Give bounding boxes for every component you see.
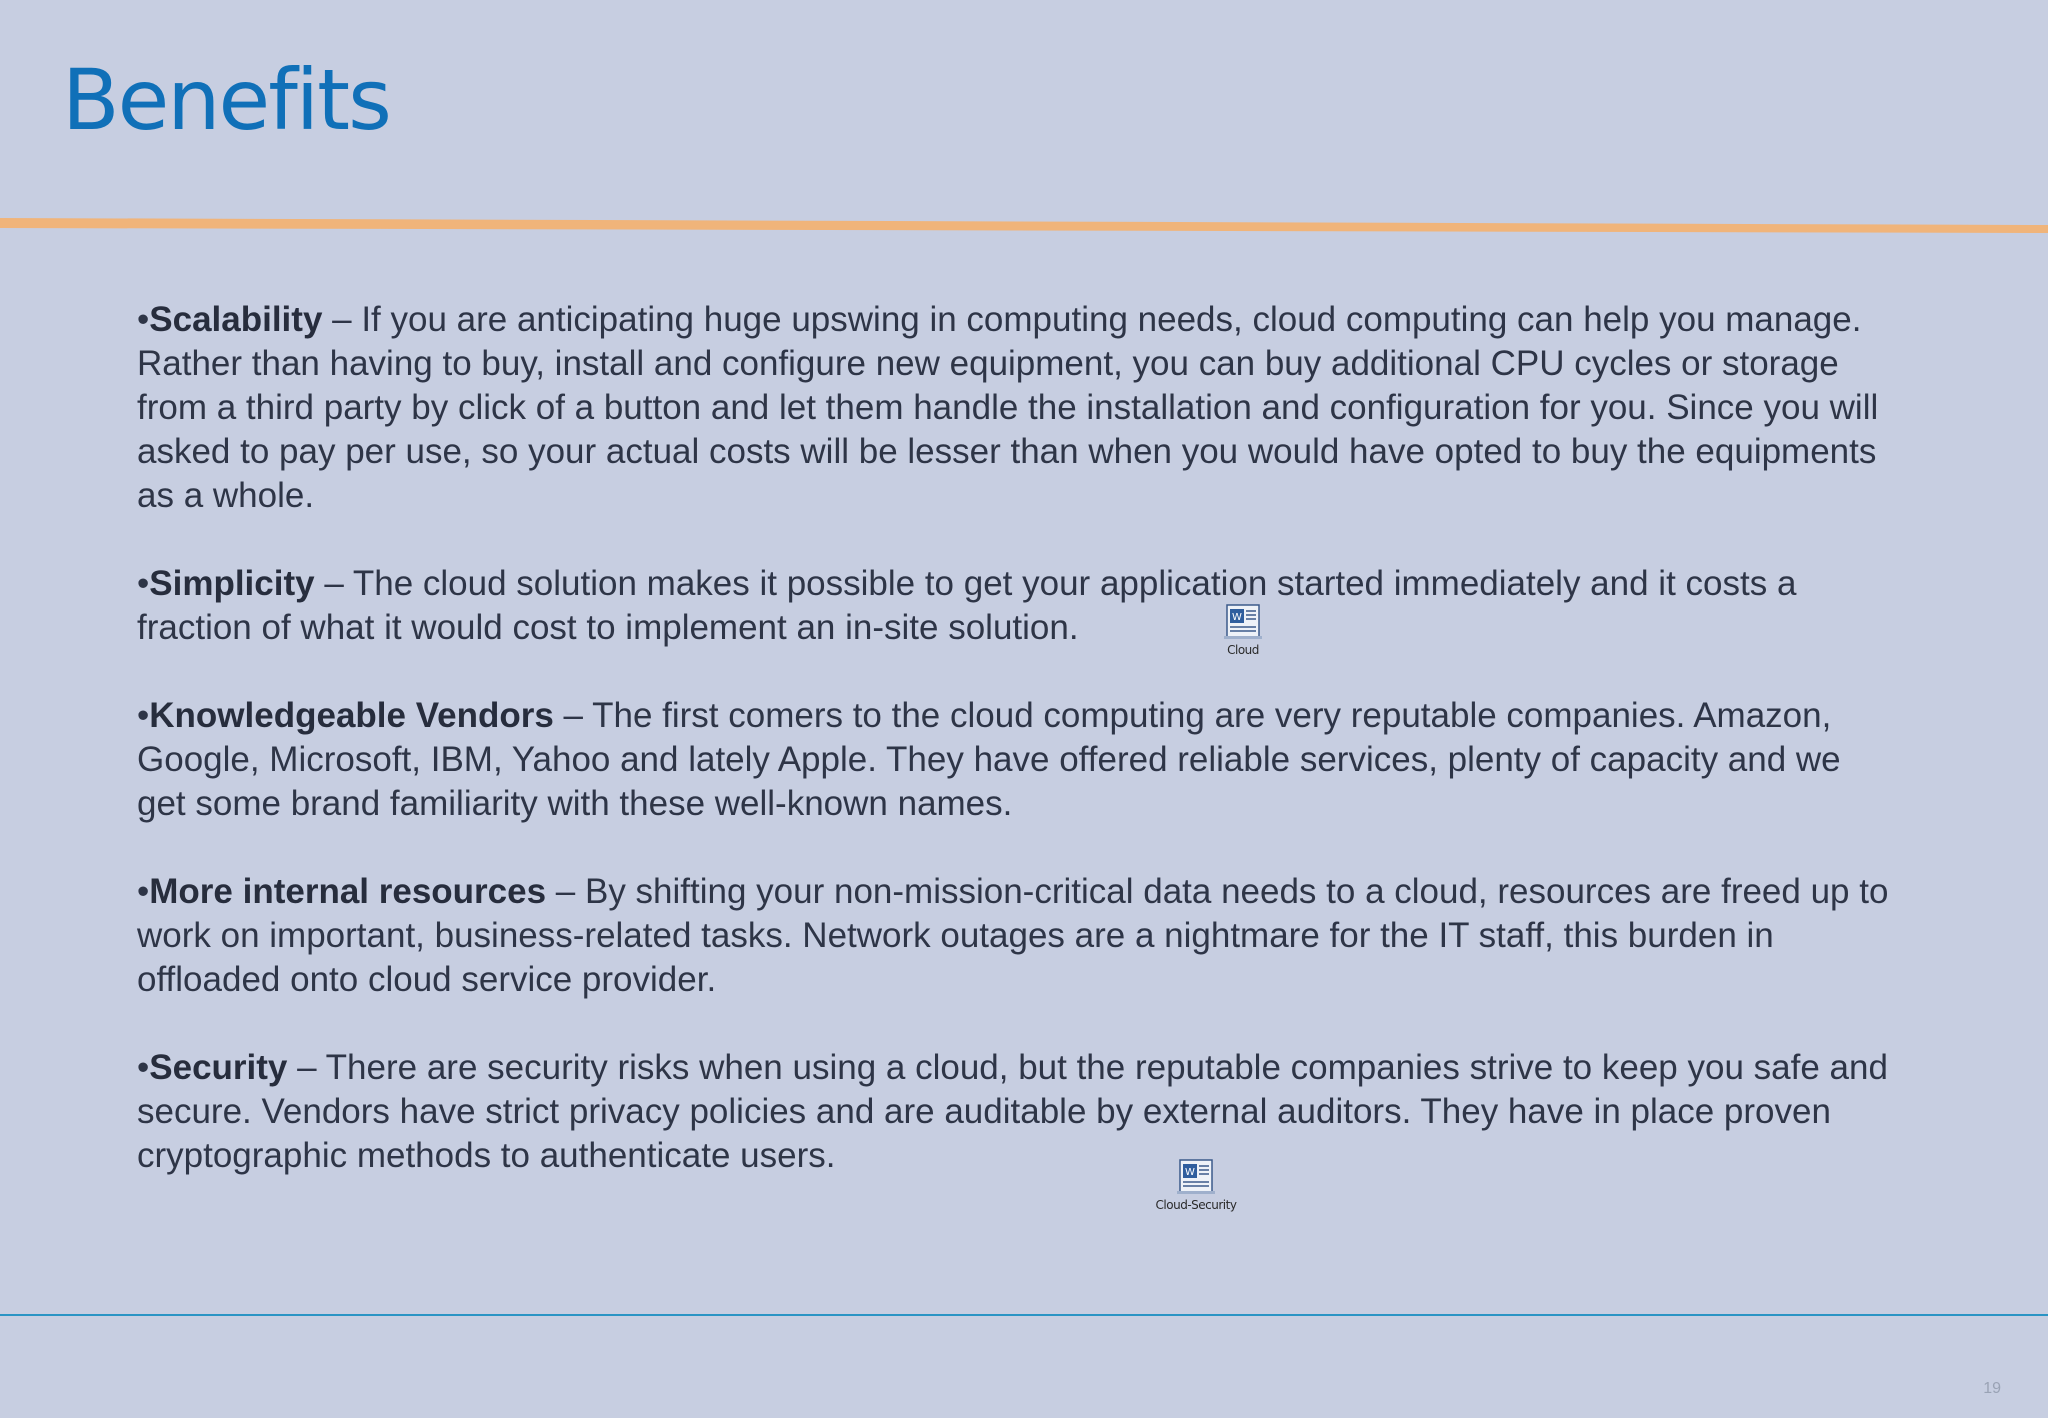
bullet-term: More internal resources	[149, 872, 547, 911]
bullet-text: – There are security risks when using a cloud, but the reputable companies strive to keep you safe and secure. Vendors have strict privacy policies and are auditable by external auditors. They have in place proven cryptographic methods to authenticate users.	[137, 1048, 1888, 1175]
word-document-icon	[1222, 603, 1264, 641]
slide-title: Benefits	[62, 51, 390, 149]
bullet-marker: •	[137, 300, 150, 339]
bullet-term: Knowledgeable Vendors	[149, 696, 554, 735]
bullet-marker: •	[137, 564, 150, 603]
bullet-simplicity	[137, 562, 1897, 650]
bullet-text: – By shifting your non-mission-critical data needs to a cloud, resources are freed up to work on important, business-related tasks. Network outages are a nightmare for the IT staff, this burden in offloaded onto cloud service provider.	[137, 872, 1889, 999]
svg-text:W: W	[1185, 1167, 1195, 1178]
title-divider	[0, 218, 2048, 234]
bullet-text: – If you are anticipating huge upswing in computing needs, cloud computing can help you manage. Rather than having to buy, install and configure new equipment, you can buy additional CPU cycles or storage from a third party by click of a button and let them handle the installation and configuration for you. Since you will asked to pay per use, so your actual costs will be lesser than when you would have opted to buy the equipments as a whole.	[137, 300, 1879, 515]
bullet-term: Security	[149, 1048, 288, 1087]
bullet-more-internal-resources	[137, 870, 1897, 1002]
footer-divider	[0, 1314, 2048, 1316]
embed-label: Cloud	[1227, 643, 1259, 657]
word-document-icon	[1175, 1158, 1217, 1196]
embedded-cloud-document[interactable]	[1183, 603, 1303, 673]
bullet-term: Scalability	[149, 300, 323, 339]
embedded-cloud-security-document[interactable]	[1136, 1158, 1256, 1228]
bullet-security	[137, 1046, 1897, 1178]
bullet-text: – The cloud solution makes it possible to get your application started immediately and it costs a fraction of what it would cost to implement an in-site solution.	[137, 564, 1797, 647]
bullet-term: Simplicity	[149, 564, 315, 603]
bullet-knowledgeable-vendors	[137, 694, 1897, 826]
bullet-list	[137, 298, 1897, 1222]
bullet-marker: •	[137, 872, 150, 911]
embed-label: Cloud-Security	[1155, 1198, 1237, 1212]
bullet-scalability	[137, 298, 1897, 518]
bullet-marker: •	[137, 1048, 150, 1087]
svg-text:W: W	[1232, 612, 1242, 623]
page-number: 19	[1983, 1380, 2001, 1397]
bullet-marker: •	[137, 696, 150, 735]
bullet-text: – The first comers to the cloud computing are very reputable companies. Amazon, Google, Microsoft, IBM, Yahoo and lately Apple. They have offered reliable services, plenty of capacity and we get some brand familiarity with these well-known names.	[137, 696, 1841, 823]
